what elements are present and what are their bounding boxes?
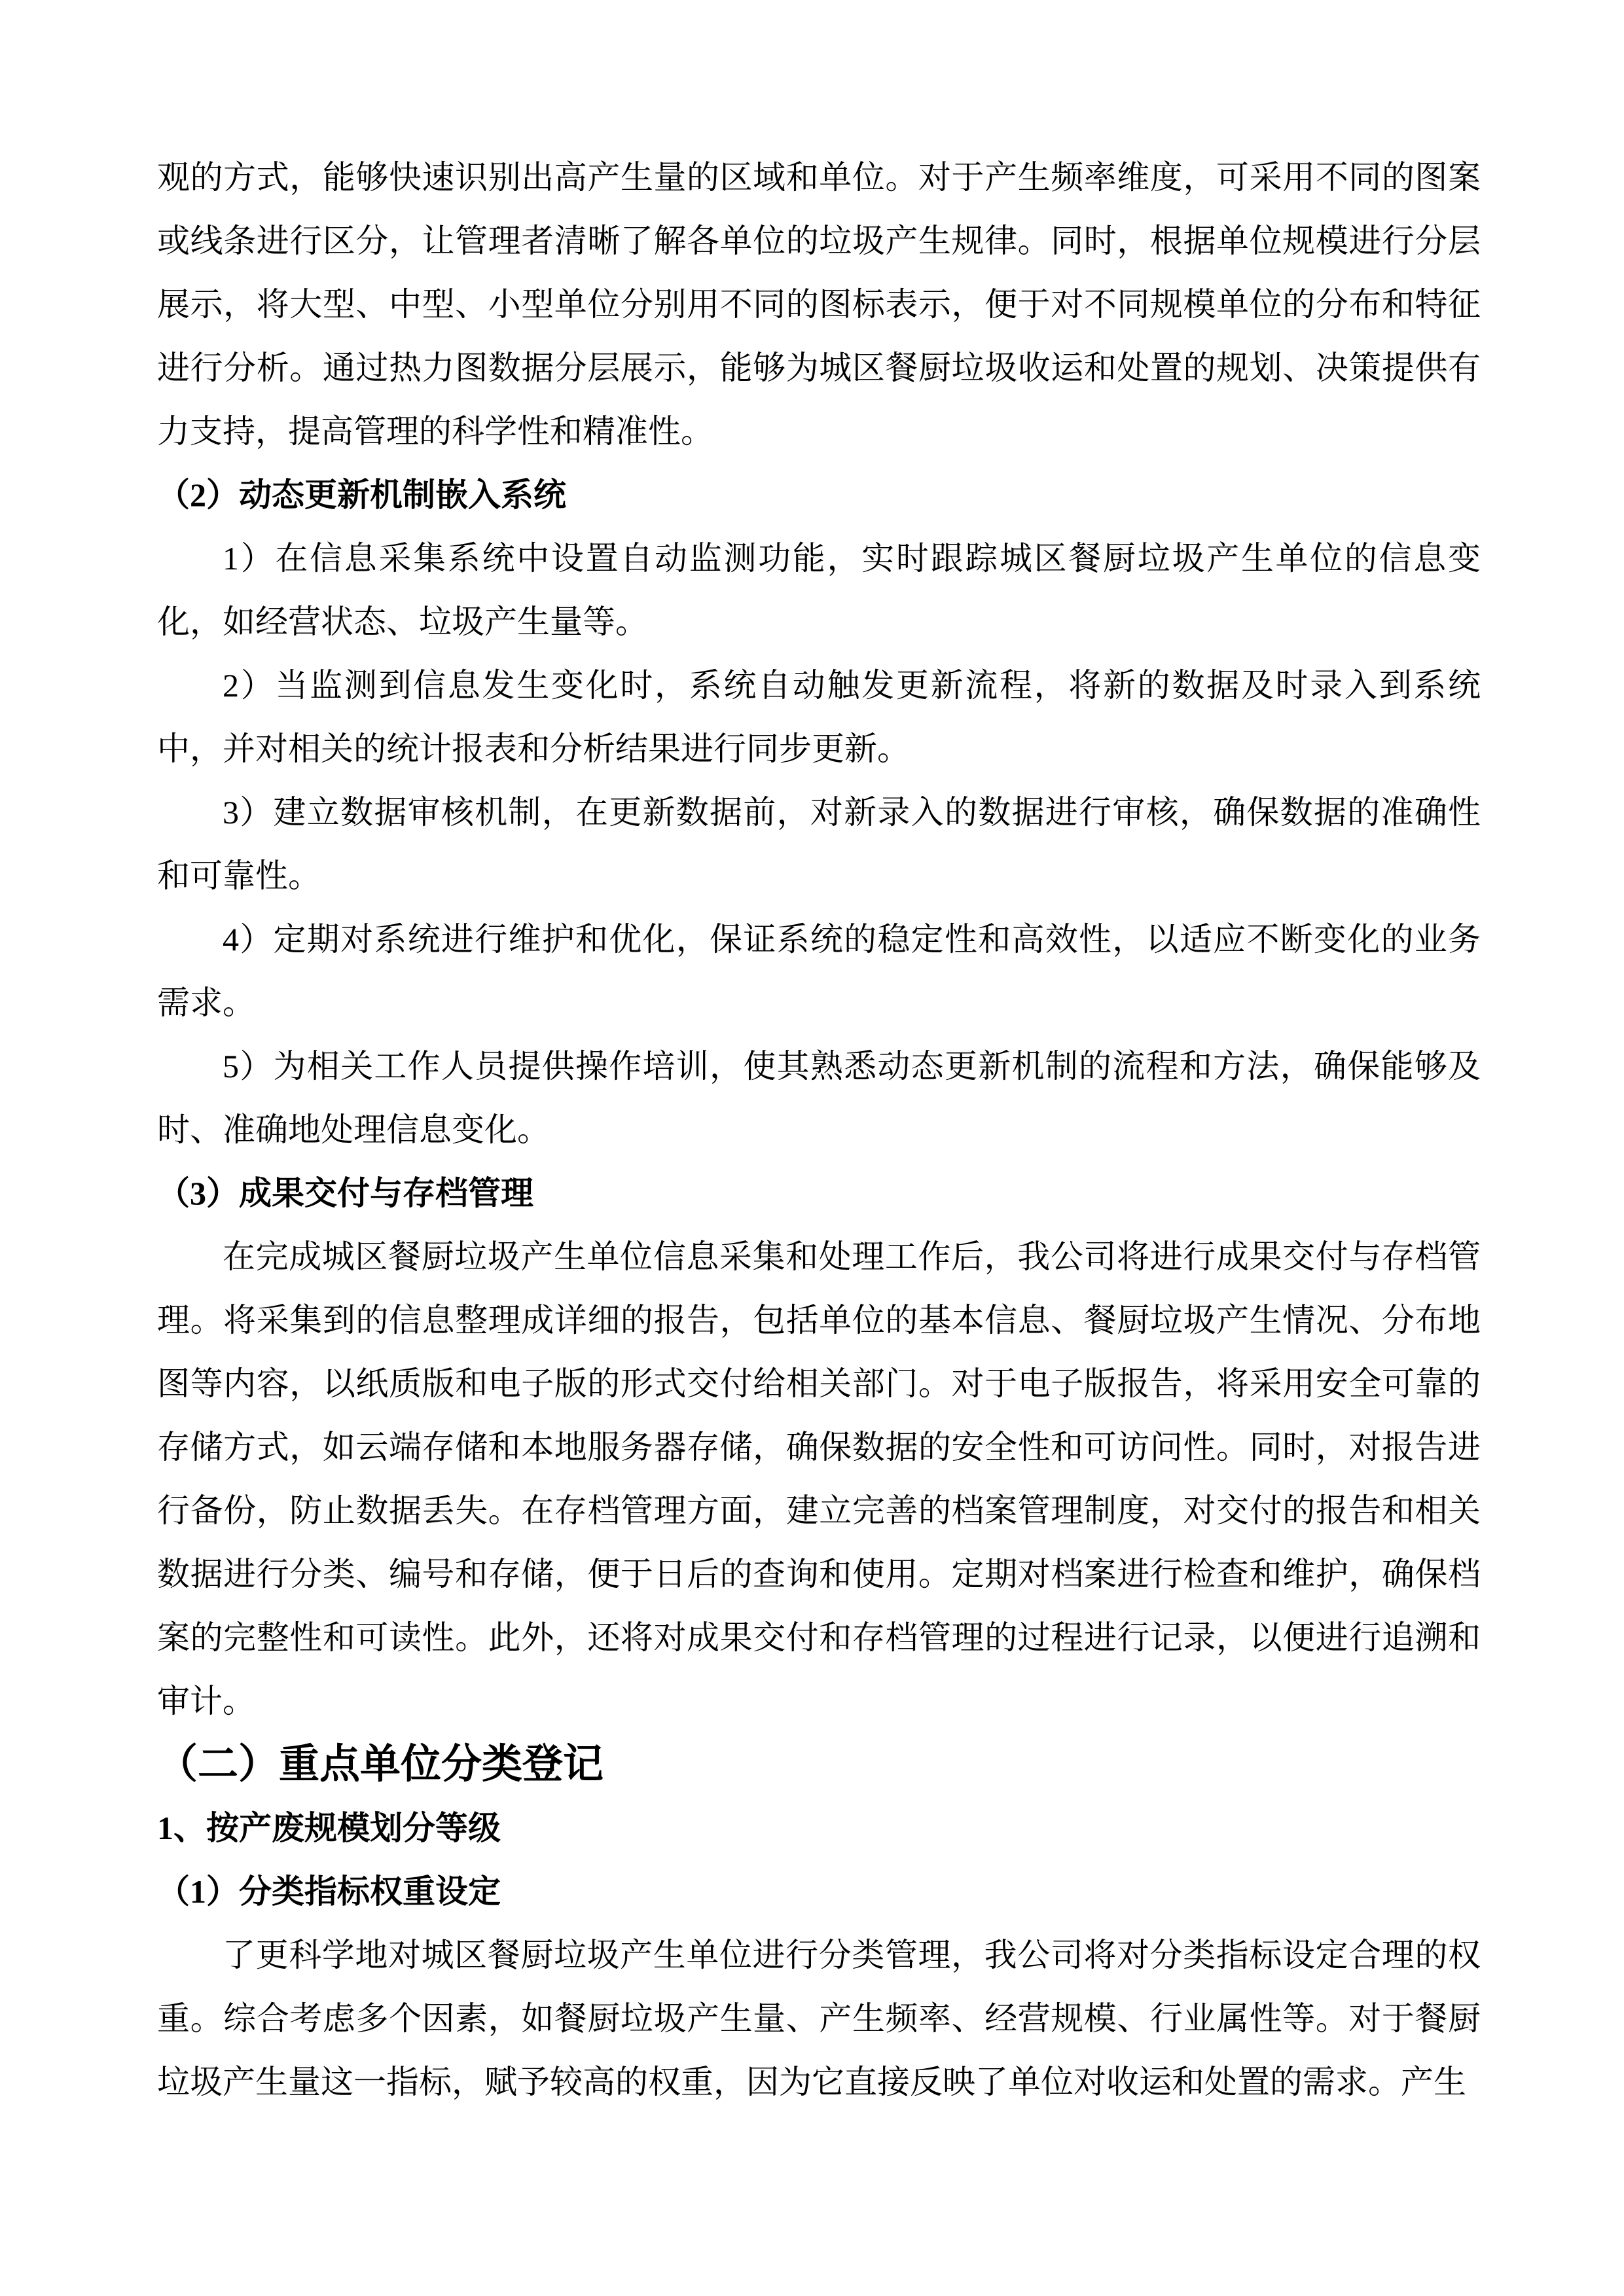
document-content	[157, 146, 1481, 2114]
list-item-data-audit: 3）建立数据审核机制，在更新数据前，对新录入的数据进行审核，确保数据的准确性和可靠性。	[157, 794, 1481, 894]
heading-waste-scale-grading: 1、按产废规模划分等级	[157, 1810, 501, 1846]
list-item-update-flow: 2）当监测到信息发生变化时，系统自动触发更新流程，将新的数据及时录入到系统中，并对相关的统计报表和分析结果进行同步更新。	[157, 667, 1481, 767]
paragraph-delivery-archive: 在完成城区餐厨垃圾产生单位信息采集和处理工作后，我公司将进行成果交付与存档管理。将采集到的信息整理成详细的报告，包括单位的基本信息、餐厨垃圾产生情况、分布地图等内容，以纸质版和电子版的形式交付给相关部门。对于电子版报告，将采用安全可靠的存储方式，如云端存储和本地服务器存储，确保数据的安全性和可访问性。同时，对报告进行备份，防止数据丢失。在存档管理方面，建立完善的档案管理制度，对交付的报告和相关数据进行分类、编号和存储，便于日后的查询和使用。定期对档案进行检查和维护，确保档案的完整性和可读性。此外，还将对成果交付和存档管理的过程进行记录，以便进行追溯和审计。	[157, 1238, 1481, 1719]
list-item-maintenance: 4）定期对系统进行维护和优化，保证系统的稳定性和高效性，以适应不断变化的业务需求。	[157, 921, 1481, 1021]
paragraph-index-weight: 了更科学地对城区餐厨垃圾产生单位进行分类管理，我公司将对分类指标设定合理的权重。综合考虑多个因素，如餐厨垃圾产生量、产生频率、经营规模、行业属性等。对于餐厨垃圾产生量这一指标，赋予较高的权重，因为它直接反映了单位对收运和处置的需求。产生	[157, 1937, 1481, 2100]
list-item-training: 5）为相关工作人员提供操作培训，使其熟悉动态更新机制的流程和方法，确保能够及时、准确地处理信息变化。	[157, 1048, 1481, 1148]
heading-delivery-archive: （3）成果交付与存档管理	[157, 1175, 533, 1211]
list-item-monitoring: 1）在信息采集系统中设置自动监测功能，实时跟踪城区餐厨垃圾产生单位的信息变化，如经营状态、垃圾产生量等。	[157, 540, 1481, 640]
heading-dynamic-update-mechanism: （2）动态更新机制嵌入系统	[157, 476, 566, 513]
paragraph-heatmap-continuation: 观的方式，能够快速识别出高产生量的区域和单位。对于产生频率维度，可采用不同的图案或线条进行区分，让管理者清晰了解各单位的垃圾产生规律。同时，根据单位规模进行分层展示，将大型、中型、小型单位分别用不同的图标表示，便于对不同规模单位的分布和特征进行分析。通过热力图数据分层展示，能够为城区餐厨垃圾收运和处置的规划、决策提供有力支持，提高管理的科学性和精准性。	[157, 159, 1481, 450]
heading-classification-index-weight: （1）分类指标权重设定	[157, 1873, 501, 1910]
heading-key-unit-classification: （二）重点单位分类登记	[157, 1742, 604, 1787]
